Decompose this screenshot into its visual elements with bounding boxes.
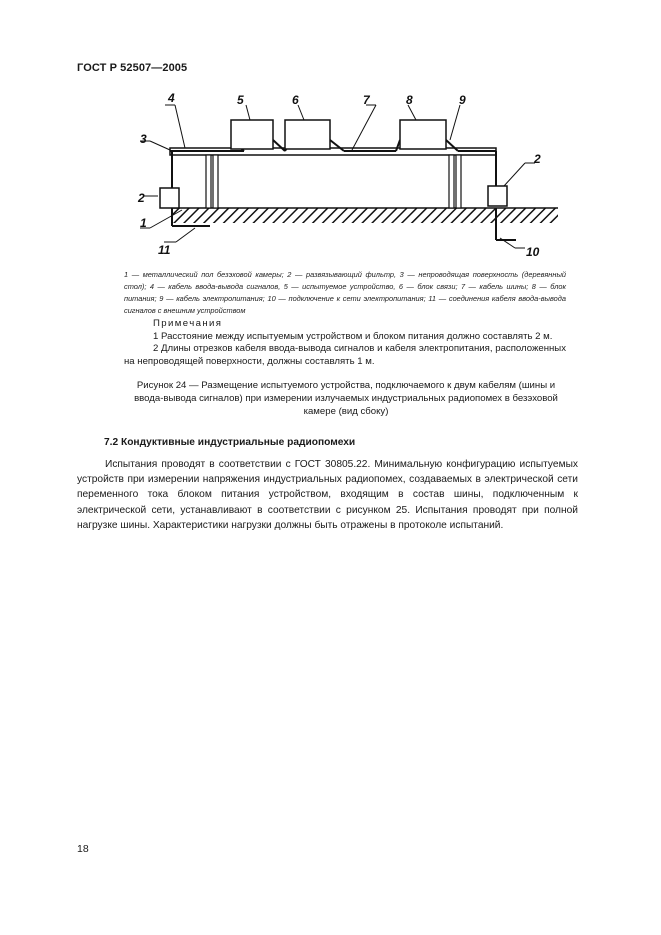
power-supply-unit [400,120,446,149]
document-header: ГОСТ Р 52507—2005 [77,62,188,74]
label-1: 1 [140,216,147,230]
label-11: 11 [158,243,171,257]
section-body: Испытания проводят в соответствии с ГОСТ 30805.22. Минимальную конфигурацию испытуемых устройств при измерении напряжения индустриальных радиопомех, создаваемых в электрической сети переменного тока блоком питания устройством, входящим в состав шины, подключенным к электрической сети, устанавливают в соответствии с рисунком 25. Испытания проводят при полной нагрузке шины. Характеристики нагрузки должны быть отражены в протоколе испытаний. [77,459,578,531]
label-3: 3 [140,132,147,146]
metal-floor [172,208,558,223]
device-under-test [231,120,273,149]
label-2-right: 2 [534,152,541,166]
note-2: 2 Длины отрезков кабеля ввода-вывода сигналов и кабеля электропитания, расположенных на непроводящей поверхности, должны составлять 1 м. [124,343,566,367]
label-10: 10 [526,245,540,259]
label-6: 6 [292,93,299,107]
figure-caption: Рисунок 24 — Размещение испытуемого устройства, подключаемого к двум кабелям (шины и ввода-вывода сигналов) при измерении излучаемых индустриальных радиопомех в безэховой камере (вид сбоку) [134,380,558,417]
label-8: 8 [406,93,413,107]
label-4: 4 [168,91,175,105]
note-1: 1 Расстояние между испытуемым устройством и блоком питания должно составлять 2 м. [153,331,553,342]
decoupling-filter-left [160,188,179,208]
decoupling-filter-right [488,186,507,206]
label-7: 7 [363,93,370,107]
label-5: 5 [237,93,244,107]
wooden-table [170,148,496,208]
section-title: 7.2 Кондуктивные индустриальные радиопомехи [104,437,356,448]
notes-title: Примечания [153,318,223,329]
coupling-unit [285,120,330,149]
label-2-left: 2 [138,191,145,205]
figure-key: 1 — металлический пол безэховой камеры; 2 — развязывающий фильтр, 3 — непроводящая поверхность (деревянный стол); 4 — кабель ввода-вывода сигналов, 5 — испытуемое устройство, 6 — блок связи; 7 — кабель шины; 8 — блок питания; 9 — кабель электропитания; 10 — подключение к сети электропитания; 11 — соединения кабеля ввода-вывода сигналов с внешним устройством [124,270,566,315]
figure-24-diagram [120,88,580,268]
label-9: 9 [459,93,466,107]
page-number: 18 [77,843,89,855]
